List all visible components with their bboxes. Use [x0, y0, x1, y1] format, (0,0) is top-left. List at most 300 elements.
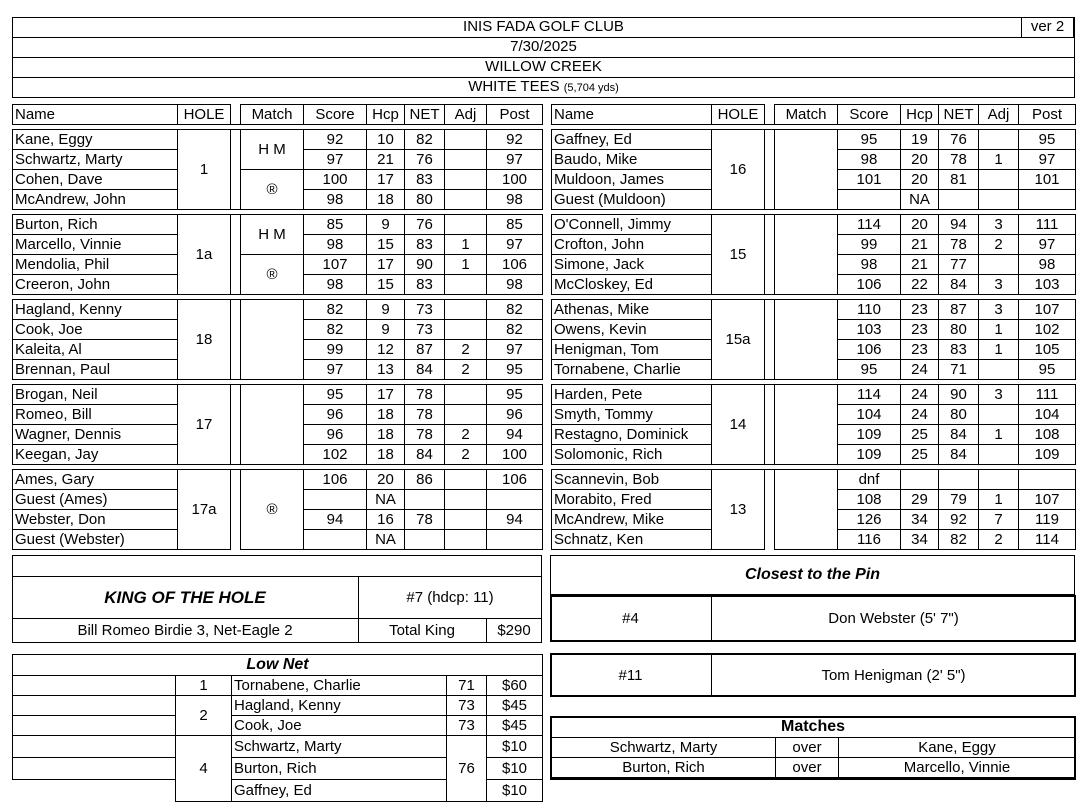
player-post: 100 — [487, 445, 543, 465]
ctp-winner-1: Don Webster (5' 7") — [828, 610, 959, 627]
player-post: 103 — [1019, 275, 1076, 295]
player-post: 114 — [1019, 530, 1076, 550]
col-net-header: NET — [939, 105, 979, 125]
left-scores-table — [12, 104, 543, 550]
player-post: 82 — [487, 320, 543, 340]
player-score: 95 — [304, 385, 367, 405]
player-adj — [445, 300, 487, 320]
player-hcp: 9 — [367, 320, 405, 340]
player-name: Guest (Webster) — [13, 530, 178, 550]
player-score: 103 — [838, 320, 901, 340]
spacer — [231, 470, 241, 550]
low-net-table — [12, 654, 543, 802]
match-status: H M — [241, 130, 304, 170]
col-hcp-header: Hcp — [901, 105, 939, 125]
player-row — [552, 385, 1076, 405]
player-adj — [445, 170, 487, 190]
col-post-header: Post — [487, 105, 543, 125]
player-name: Schnatz, Ken — [552, 530, 712, 550]
king-winner: Bill Romeo Birdie 3, Net-Eagle 2 — [77, 622, 293, 639]
player-name: Ames, Gary — [13, 470, 178, 490]
low-net-score: 71 — [447, 676, 487, 696]
player-net: 87 — [939, 300, 979, 320]
player-hcp: 34 — [901, 530, 939, 550]
player-adj: 3 — [979, 300, 1019, 320]
player-adj: 1 — [445, 235, 487, 255]
player-net: 83 — [939, 340, 979, 360]
player-score: 94 — [304, 510, 367, 530]
player-hcp: 21 — [367, 150, 405, 170]
hole-number: 14 — [712, 385, 765, 465]
player-row — [13, 385, 543, 405]
king-total: $290 — [497, 622, 531, 639]
header-row — [552, 105, 1076, 125]
player-row — [552, 215, 1076, 235]
player-net: 82 — [405, 130, 445, 150]
spacer — [765, 385, 775, 465]
player-hcp: 17 — [367, 170, 405, 190]
player-net: 80 — [939, 320, 979, 340]
player-name: Hagland, Kenny — [13, 300, 178, 320]
player-post: 97 — [487, 150, 543, 170]
player-net: 84 — [939, 275, 979, 295]
match-cell — [241, 300, 304, 380]
player-net: 78 — [405, 425, 445, 445]
tees-label: WHITE TEES — [468, 78, 560, 95]
player-name: Webster, Don — [13, 510, 178, 530]
player-score: 106 — [304, 470, 367, 490]
player-net: 78 — [405, 510, 445, 530]
player-score: 109 — [838, 445, 901, 465]
player-name: McAndrew, Mike — [552, 510, 712, 530]
player-hcp: 34 — [901, 510, 939, 530]
player-score: 108 — [838, 490, 901, 510]
player-hcp: 18 — [367, 425, 405, 445]
spacer — [765, 130, 775, 210]
player-hcp: NA — [901, 190, 939, 210]
match-cell — [775, 130, 838, 210]
yardage-label: (5,704 yds) — [563, 82, 619, 94]
low-net-score: 76 — [447, 736, 487, 802]
player-score: 82 — [304, 300, 367, 320]
player-score: 98 — [304, 275, 367, 295]
player-score — [304, 490, 367, 510]
player-score: 100 — [304, 170, 367, 190]
col-name-header: Name — [552, 105, 712, 125]
player-score: 116 — [838, 530, 901, 550]
player-adj: 1 — [979, 490, 1019, 510]
player-post: 82 — [487, 300, 543, 320]
hole-number: 1 — [178, 130, 231, 210]
player-net: 78 — [405, 385, 445, 405]
player-hcp: 20 — [901, 150, 939, 170]
match-winner: Schwartz, Marty — [552, 738, 776, 758]
event-date: 7/30/2025 — [510, 38, 577, 55]
col-adj-header: Adj — [445, 105, 487, 125]
player-name: McCloskey, Ed — [552, 275, 712, 295]
match-loser: Marcello, Vinnie — [839, 758, 1076, 778]
player-name: Crofton, John — [552, 235, 712, 255]
ctp-hole-1: #4 — [622, 610, 639, 627]
player-post: 107 — [1019, 300, 1076, 320]
player-net: 78 — [939, 235, 979, 255]
header-club-row — [12, 17, 1075, 38]
player-adj — [979, 190, 1019, 210]
low-net-prize: $10 — [487, 780, 543, 802]
player-post: 96 — [487, 405, 543, 425]
player-post — [1019, 190, 1076, 210]
player-post: 95 — [1019, 130, 1076, 150]
player-adj — [445, 215, 487, 235]
col-score-header: Score — [838, 105, 901, 125]
player-adj: 3 — [979, 275, 1019, 295]
col-hole-header: HOLE — [712, 105, 765, 125]
player-score: 97 — [304, 360, 367, 380]
player-name: Mendolia, Phil — [13, 255, 178, 275]
player-net: 84 — [939, 425, 979, 445]
player-post: 95 — [1019, 360, 1076, 380]
low-net-name: Schwartz, Marty — [232, 736, 447, 758]
player-net: 82 — [939, 530, 979, 550]
player-name: Muldoon, James — [552, 170, 712, 190]
player-net: 77 — [939, 255, 979, 275]
player-net: 76 — [405, 215, 445, 235]
player-net: 78 — [939, 150, 979, 170]
spacer — [231, 130, 241, 210]
player-post: 104 — [1019, 405, 1076, 425]
player-net: 71 — [939, 360, 979, 380]
player-post — [1019, 470, 1076, 490]
hole-number: 15a — [712, 300, 765, 380]
match-cell — [775, 385, 838, 465]
match-status: ® — [241, 255, 304, 295]
player-row — [13, 130, 543, 150]
player-score: 114 — [838, 215, 901, 235]
player-adj — [445, 320, 487, 340]
player-name: Guest (Ames) — [13, 490, 178, 510]
header-course-row — [12, 58, 1075, 78]
player-adj — [979, 130, 1019, 150]
low-net-score: 73 — [447, 696, 487, 716]
player-score: 92 — [304, 130, 367, 150]
player-hcp: 17 — [367, 255, 405, 275]
player-score: dnf — [838, 470, 901, 490]
match-status: ® — [241, 470, 304, 550]
king-title: KING OF THE HOLE — [104, 587, 266, 607]
player-post: 106 — [487, 470, 543, 490]
player-hcp: 20 — [901, 215, 939, 235]
player-name: O'Connell, Jimmy — [552, 215, 712, 235]
player-net: 83 — [405, 275, 445, 295]
player-name: Tornabene, Charlie — [552, 360, 712, 380]
player-hcp: 24 — [901, 360, 939, 380]
player-post: 97 — [487, 235, 543, 255]
spacer — [231, 215, 241, 295]
player-hcp — [901, 470, 939, 490]
player-hcp: 25 — [901, 425, 939, 445]
player-post: 109 — [1019, 445, 1076, 465]
player-name: Kane, Eggy — [13, 130, 178, 150]
header-tees-row — [12, 78, 1075, 98]
player-hcp: 18 — [367, 445, 405, 465]
player-row — [552, 130, 1076, 150]
player-post: 98 — [487, 275, 543, 295]
player-hcp: 9 — [367, 215, 405, 235]
low-net-name: Gaffney, Ed — [232, 780, 447, 802]
player-score: 96 — [304, 425, 367, 445]
player-adj: 1 — [979, 340, 1019, 360]
player-hcp: 13 — [367, 360, 405, 380]
player-post: 92 — [487, 130, 543, 150]
player-row — [552, 300, 1076, 320]
player-row — [13, 470, 543, 490]
right-scores-table — [551, 104, 1076, 550]
low-net-prize: $10 — [487, 758, 543, 780]
player-hcp: 23 — [901, 320, 939, 340]
player-post: 107 — [1019, 490, 1076, 510]
player-adj: 2 — [445, 360, 487, 380]
player-hcp: 24 — [901, 385, 939, 405]
player-net: 73 — [405, 320, 445, 340]
player-hcp: NA — [367, 530, 405, 550]
player-adj: 2 — [445, 340, 487, 360]
player-hcp: 22 — [901, 275, 939, 295]
player-score: 98 — [838, 255, 901, 275]
hole-number: 15 — [712, 215, 765, 295]
player-adj: 1 — [445, 255, 487, 275]
matches-table — [551, 737, 1076, 778]
player-net — [939, 470, 979, 490]
club-name: INIS FADA GOLF CLUB — [463, 18, 624, 35]
player-score: 85 — [304, 215, 367, 235]
player-adj — [979, 255, 1019, 275]
hole-number: 16 — [712, 130, 765, 210]
player-adj — [979, 405, 1019, 425]
player-net: 78 — [405, 405, 445, 425]
player-post: 97 — [1019, 150, 1076, 170]
col-adj-header: Adj — [979, 105, 1019, 125]
player-score: 98 — [304, 190, 367, 210]
ctp-winner-2: Tom Henigman (2' 5") — [821, 666, 966, 684]
player-net: 81 — [939, 170, 979, 190]
player-hcp: 25 — [901, 445, 939, 465]
player-name: Baudo, Mike — [552, 150, 712, 170]
player-name: Creeron, John — [13, 275, 178, 295]
low-net-place: 4 — [176, 736, 232, 802]
player-name: Marcello, Vinnie — [13, 235, 178, 255]
player-hcp: 18 — [367, 405, 405, 425]
player-net: 83 — [405, 170, 445, 190]
player-adj — [979, 445, 1019, 465]
player-name: Solomonic, Rich — [552, 445, 712, 465]
player-score: 107 — [304, 255, 367, 275]
low-net-place: 2 — [176, 696, 232, 736]
player-post: 95 — [487, 385, 543, 405]
player-post: 106 — [487, 255, 543, 275]
player-adj — [979, 470, 1019, 490]
player-post: 101 — [1019, 170, 1076, 190]
col-match-header: Match — [241, 105, 304, 125]
low-net-name: Burton, Rich — [232, 758, 447, 780]
player-post: 111 — [1019, 215, 1076, 235]
player-net: 94 — [939, 215, 979, 235]
player-name: Athenas, Mike — [552, 300, 712, 320]
course-name: WILLOW CREEK — [485, 58, 602, 75]
player-adj: 2 — [979, 235, 1019, 255]
low-net-score: 73 — [447, 716, 487, 736]
player-name: Owens, Kevin — [552, 320, 712, 340]
low-net-row — [13, 696, 543, 716]
spacer — [765, 215, 775, 295]
player-post: 94 — [487, 425, 543, 445]
low-net-row — [13, 736, 543, 758]
player-score: 106 — [838, 275, 901, 295]
player-adj: 2 — [445, 425, 487, 445]
player-post: 105 — [1019, 340, 1076, 360]
player-post: 102 — [1019, 320, 1076, 340]
player-score: 99 — [838, 235, 901, 255]
player-score: 97 — [304, 150, 367, 170]
player-net: 92 — [939, 510, 979, 530]
player-score: 101 — [838, 170, 901, 190]
player-net — [405, 530, 445, 550]
player-adj: 7 — [979, 510, 1019, 530]
player-adj: 3 — [979, 385, 1019, 405]
player-post: 95 — [487, 360, 543, 380]
player-net: 87 — [405, 340, 445, 360]
match-cell — [775, 470, 838, 550]
player-net: 79 — [939, 490, 979, 510]
low-net-prize: $45 — [487, 716, 543, 736]
player-hcp: 21 — [901, 255, 939, 275]
player-score: 106 — [838, 340, 901, 360]
player-name: Restagno, Dominick — [552, 425, 712, 445]
match-cell — [775, 215, 838, 295]
player-adj — [445, 385, 487, 405]
player-score: 95 — [838, 360, 901, 380]
low-net-prize: $45 — [487, 696, 543, 716]
spacer — [231, 300, 241, 380]
player-name: Brennan, Paul — [13, 360, 178, 380]
player-net: 90 — [405, 255, 445, 275]
spacer — [765, 470, 775, 550]
player-name: Wagner, Dennis — [13, 425, 178, 445]
spacer — [231, 105, 241, 125]
player-net — [939, 190, 979, 210]
player-hcp: 23 — [901, 300, 939, 320]
header-row — [13, 105, 543, 125]
king-total-label: Total King — [389, 622, 455, 639]
player-score: 98 — [304, 235, 367, 255]
player-hcp: 15 — [367, 235, 405, 255]
player-post: 97 — [1019, 235, 1076, 255]
player-net — [405, 490, 445, 510]
player-post: 98 — [1019, 255, 1076, 275]
match-cell — [241, 385, 304, 465]
player-adj — [445, 470, 487, 490]
player-adj: 2 — [979, 530, 1019, 550]
hole-number: 17a — [178, 470, 231, 550]
player-post: 97 — [487, 340, 543, 360]
version-label: ver 2 — [1021, 17, 1074, 38]
match-over: over — [776, 758, 839, 778]
player-net: 80 — [939, 405, 979, 425]
player-adj — [979, 170, 1019, 190]
match-status: ® — [241, 170, 304, 210]
low-net-name: Hagland, Kenny — [232, 696, 447, 716]
player-score: 109 — [838, 425, 901, 445]
match-over: over — [776, 738, 839, 758]
col-post-header: Post — [1019, 105, 1076, 125]
spacer — [765, 105, 775, 125]
player-row — [13, 215, 543, 235]
player-name: Romeo, Bill — [13, 405, 178, 425]
player-score: 96 — [304, 405, 367, 425]
col-hole-header: HOLE — [178, 105, 231, 125]
player-adj — [445, 130, 487, 150]
player-net: 86 — [405, 470, 445, 490]
match-row — [552, 758, 1076, 778]
player-hcp: 16 — [367, 510, 405, 530]
col-name-header: Name — [13, 105, 178, 125]
player-hcp: 9 — [367, 300, 405, 320]
player-post — [487, 530, 543, 550]
player-name: Gaffney, Ed — [552, 130, 712, 150]
player-adj — [445, 490, 487, 510]
player-post: 94 — [487, 510, 543, 530]
match-loser: Kane, Eggy — [839, 738, 1076, 758]
player-score: 126 — [838, 510, 901, 530]
player-name: Burton, Rich — [13, 215, 178, 235]
spacer — [231, 385, 241, 465]
player-name: Keegan, Jay — [13, 445, 178, 465]
player-post: 108 — [1019, 425, 1076, 445]
hole-number: 17 — [178, 385, 231, 465]
player-score: 102 — [304, 445, 367, 465]
hole-number: 1a — [178, 215, 231, 295]
player-hcp: 23 — [901, 340, 939, 360]
player-adj — [445, 510, 487, 530]
player-adj: 1 — [979, 150, 1019, 170]
player-hcp: 29 — [901, 490, 939, 510]
player-name: Henigman, Tom — [552, 340, 712, 360]
player-name: Smyth, Tommy — [552, 405, 712, 425]
player-net: 73 — [405, 300, 445, 320]
player-hcp: 20 — [901, 170, 939, 190]
player-adj: 3 — [979, 215, 1019, 235]
player-row — [13, 300, 543, 320]
low-net-place: 1 — [176, 676, 232, 696]
player-score: 104 — [838, 405, 901, 425]
low-net-title: Low Net — [13, 655, 543, 676]
player-name: Schwartz, Marty — [13, 150, 178, 170]
player-name: Kaleita, Al — [13, 340, 178, 360]
player-score — [838, 190, 901, 210]
player-score: 110 — [838, 300, 901, 320]
player-adj: 1 — [979, 425, 1019, 445]
player-hcp: 15 — [367, 275, 405, 295]
ctp-title: Closest to the Pin — [744, 566, 881, 583]
player-name: Scannevin, Bob — [552, 470, 712, 490]
player-adj — [445, 275, 487, 295]
player-adj: 1 — [979, 320, 1019, 340]
player-hcp: 18 — [367, 190, 405, 210]
low-net-prize: $10 — [487, 736, 543, 758]
player-hcp: 24 — [901, 405, 939, 425]
player-name: Guest (Muldoon) — [552, 190, 712, 210]
match-status: H M — [241, 215, 304, 255]
low-net-row — [13, 716, 543, 736]
